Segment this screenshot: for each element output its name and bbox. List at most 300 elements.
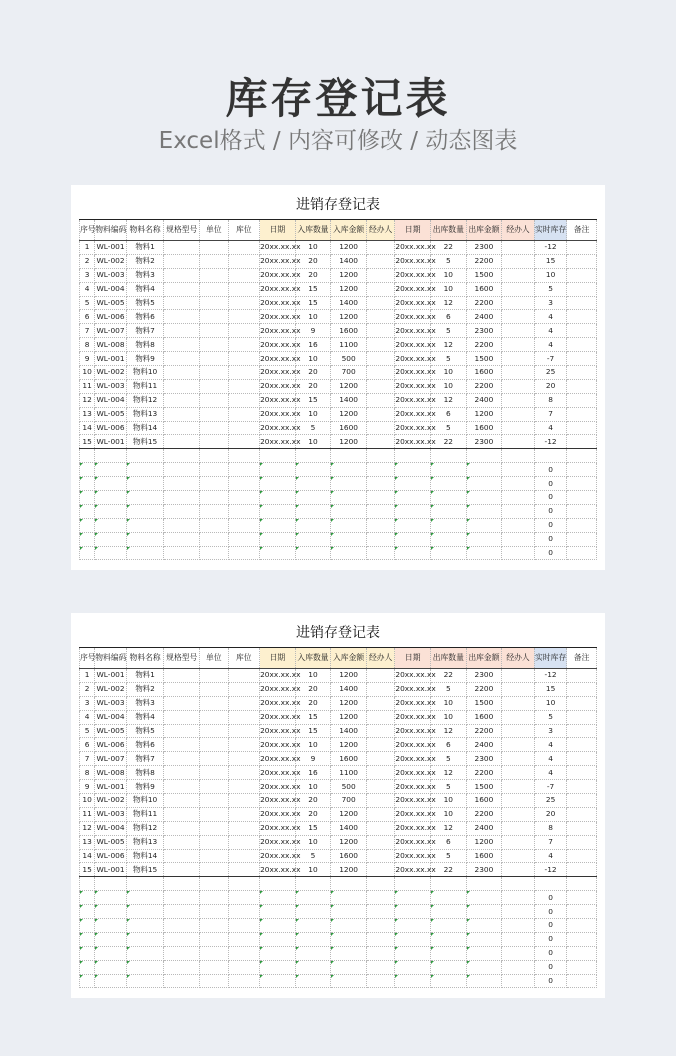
col-in-amount-cell[interactable]: 500	[331, 780, 367, 794]
col-location-cell[interactable]	[228, 518, 260, 532]
col-spec-cell[interactable]	[164, 821, 200, 835]
col-note-cell[interactable]	[567, 766, 597, 780]
col-note-cell[interactable]	[567, 960, 597, 974]
col-in-date-cell[interactable]	[260, 919, 296, 933]
col-in-date-cell[interactable]: 20xx.xx.xx	[260, 324, 296, 338]
col-seq-cell[interactable]	[80, 932, 95, 946]
col-out-handler-cell[interactable]	[502, 849, 535, 863]
col-location-cell[interactable]	[228, 463, 260, 477]
col-in-qty-cell[interactable]	[295, 974, 331, 988]
col-code-cell[interactable]: WL-001	[95, 241, 127, 255]
col-stock-cell[interactable]: 25	[534, 794, 567, 808]
col-spec-cell[interactable]	[164, 932, 200, 946]
col-in-qty-cell[interactable]: 16	[295, 338, 331, 352]
col-out-date-cell[interactable]: 20xx.xx.xx	[395, 766, 431, 780]
col-note-cell[interactable]	[567, 546, 597, 560]
col-stock-cell[interactable]: 5	[534, 710, 567, 724]
col-in-amount-cell[interactable]: 1200	[331, 310, 367, 324]
col-out-qty-cell[interactable]	[431, 477, 467, 491]
col-name-cell[interactable]: 物料5	[126, 296, 164, 310]
col-location-cell[interactable]	[228, 296, 260, 310]
col-in-handler-cell[interactable]	[366, 807, 394, 821]
col-out-date-cell[interactable]: 20xx.xx.xx	[395, 807, 431, 821]
col-in-date-cell[interactable]	[260, 449, 296, 463]
col-code-cell[interactable]: WL-002	[95, 794, 127, 808]
col-in-date-cell[interactable]: 20xx.xx.xx	[260, 435, 296, 449]
col-stock-cell[interactable]: 0	[534, 532, 567, 546]
col-note-cell[interactable]	[567, 407, 597, 421]
col-out-amount-cell[interactable]: 2200	[466, 724, 502, 738]
col-in-handler-cell[interactable]	[366, 407, 394, 421]
col-seq-cell[interactable]: 6	[80, 738, 95, 752]
col-in-amount-cell[interactable]	[331, 477, 367, 491]
col-out-qty-cell[interactable]	[431, 905, 467, 919]
col-out-handler-cell[interactable]	[502, 946, 535, 960]
col-out-date-cell[interactable]: 20xx.xx.xx	[395, 849, 431, 863]
col-out-qty-cell[interactable]: 12	[431, 724, 467, 738]
col-in-qty-cell[interactable]	[295, 877, 331, 891]
col-out-qty-cell[interactable]: 12	[431, 393, 467, 407]
col-out-date-cell[interactable]: 20xx.xx.xx	[395, 268, 431, 282]
col-seq-cell[interactable]	[80, 491, 95, 505]
col-note-cell[interactable]	[567, 324, 597, 338]
col-in-date-cell[interactable]	[260, 463, 296, 477]
col-in-qty-cell[interactable]: 10	[295, 835, 331, 849]
col-in-date-cell[interactable]: 20xx.xx.xx	[260, 821, 296, 835]
col-in-handler-cell[interactable]	[366, 241, 394, 255]
col-location-cell[interactable]	[228, 546, 260, 560]
col-out-qty-cell[interactable]	[431, 891, 467, 905]
col-seq-cell[interactable]: 1	[80, 669, 95, 683]
col-location-cell[interactable]	[228, 268, 260, 282]
col-out-qty-cell[interactable]	[431, 449, 467, 463]
col-in-amount-cell[interactable]: 1200	[331, 435, 367, 449]
col-out-date-cell[interactable]	[395, 463, 431, 477]
col-unit-cell[interactable]	[200, 296, 228, 310]
col-location-cell[interactable]	[228, 241, 260, 255]
col-in-date-cell[interactable]: 20xx.xx.xx	[260, 268, 296, 282]
col-out-amount-cell[interactable]: 1600	[466, 366, 502, 380]
col-out-qty-cell[interactable]: 6	[431, 310, 467, 324]
col-in-qty-cell[interactable]: 15	[295, 393, 331, 407]
col-seq-cell[interactable]: 1	[80, 241, 95, 255]
col-unit-cell[interactable]	[200, 435, 228, 449]
col-out-amount-cell[interactable]: 2400	[466, 310, 502, 324]
col-spec-cell[interactable]	[164, 407, 200, 421]
col-in-qty-cell[interactable]: 20	[295, 254, 331, 268]
col-out-amount-cell[interactable]	[466, 491, 502, 505]
col-location-cell[interactable]	[228, 794, 260, 808]
col-out-qty-cell[interactable]	[431, 491, 467, 505]
col-out-qty-cell[interactable]: 10	[431, 268, 467, 282]
col-seq-cell[interactable]: 8	[80, 766, 95, 780]
col-stock-cell[interactable]: -12	[534, 863, 567, 877]
col-unit-cell[interactable]	[200, 338, 228, 352]
col-location-cell[interactable]	[228, 919, 260, 933]
col-seq-cell[interactable]: 10	[80, 794, 95, 808]
col-in-handler-cell[interactable]	[366, 849, 394, 863]
col-in-handler-cell[interactable]	[366, 905, 394, 919]
col-out-amount-cell[interactable]	[466, 477, 502, 491]
col-location-cell[interactable]	[228, 379, 260, 393]
col-in-qty-cell[interactable]: 9	[295, 324, 331, 338]
col-seq-cell[interactable]	[80, 532, 95, 546]
col-unit-cell[interactable]	[200, 310, 228, 324]
col-out-handler-cell[interactable]	[502, 421, 535, 435]
col-out-date-cell[interactable]: 20xx.xx.xx	[395, 366, 431, 380]
col-seq-cell[interactable]: 13	[80, 407, 95, 421]
col-in-handler-cell[interactable]	[366, 863, 394, 877]
col-code-cell[interactable]: WL-006	[95, 421, 127, 435]
col-name-cell[interactable]: 物料14	[126, 421, 164, 435]
col-location-cell[interactable]	[228, 669, 260, 683]
col-out-amount-cell[interactable]	[466, 877, 502, 891]
col-out-date-cell[interactable]: 20xx.xx.xx	[395, 338, 431, 352]
col-location-cell[interactable]	[228, 766, 260, 780]
col-location-cell[interactable]	[228, 974, 260, 988]
col-location-cell[interactable]	[228, 352, 260, 366]
col-spec-cell[interactable]	[164, 669, 200, 683]
col-code-cell[interactable]: WL-001	[95, 669, 127, 683]
col-in-amount-cell[interactable]: 1100	[331, 338, 367, 352]
col-in-date-cell[interactable]	[260, 932, 296, 946]
col-stock-cell[interactable]: 4	[534, 738, 567, 752]
col-stock-cell[interactable]: 4	[534, 338, 567, 352]
col-out-handler-cell[interactable]	[502, 407, 535, 421]
col-name-cell[interactable]	[126, 532, 164, 546]
col-note-cell[interactable]	[567, 491, 597, 505]
col-spec-cell[interactable]	[164, 477, 200, 491]
col-out-date-cell[interactable]: 20xx.xx.xx	[395, 682, 431, 696]
col-out-handler-cell[interactable]	[502, 891, 535, 905]
col-out-amount-cell[interactable]: 1500	[466, 268, 502, 282]
col-out-handler-cell[interactable]	[502, 863, 535, 877]
col-unit-cell[interactable]	[200, 352, 228, 366]
col-in-amount-cell[interactable]	[331, 946, 367, 960]
col-seq-cell[interactable]: 5	[80, 724, 95, 738]
col-code-cell[interactable]: WL-002	[95, 254, 127, 268]
col-in-qty-cell[interactable]	[295, 504, 331, 518]
col-in-qty-cell[interactable]: 20	[295, 366, 331, 380]
col-in-amount-cell[interactable]	[331, 919, 367, 933]
col-note-cell[interactable]	[567, 724, 597, 738]
col-spec-cell[interactable]	[164, 752, 200, 766]
col-name-cell[interactable]: 物料7	[126, 324, 164, 338]
col-stock-cell[interactable]: 4	[534, 752, 567, 766]
col-out-date-cell[interactable]: 20xx.xx.xx	[395, 435, 431, 449]
col-code-cell[interactable]: WL-008	[95, 766, 127, 780]
col-out-date-cell[interactable]: 20xx.xx.xx	[395, 738, 431, 752]
col-out-handler-cell[interactable]	[502, 877, 535, 891]
col-spec-cell[interactable]	[164, 421, 200, 435]
col-seq-cell[interactable]: 5	[80, 296, 95, 310]
col-unit-cell[interactable]	[200, 449, 228, 463]
col-in-date-cell[interactable]: 20xx.xx.xx	[260, 752, 296, 766]
col-code-cell[interactable]: WL-004	[95, 393, 127, 407]
col-seq-cell[interactable]: 12	[80, 393, 95, 407]
col-stock-cell[interactable]: 0	[534, 477, 567, 491]
col-spec-cell[interactable]	[164, 780, 200, 794]
col-code-cell[interactable]	[95, 919, 127, 933]
col-note-cell[interactable]	[567, 877, 597, 891]
col-in-amount-cell[interactable]: 1600	[331, 849, 367, 863]
col-out-amount-cell[interactable]: 2400	[466, 821, 502, 835]
col-out-qty-cell[interactable]	[431, 974, 467, 988]
col-location-cell[interactable]	[228, 932, 260, 946]
col-in-handler-cell[interactable]	[366, 268, 394, 282]
col-out-qty-cell[interactable]: 5	[431, 324, 467, 338]
col-in-date-cell[interactable]: 20xx.xx.xx	[260, 669, 296, 683]
col-out-date-cell[interactable]: 20xx.xx.xx	[395, 669, 431, 683]
col-in-qty-cell[interactable]	[295, 546, 331, 560]
col-unit-cell[interactable]	[200, 946, 228, 960]
col-name-cell[interactable]: 物料13	[126, 407, 164, 421]
col-unit-cell[interactable]	[200, 241, 228, 255]
col-in-qty-cell[interactable]: 15	[295, 282, 331, 296]
col-spec-cell[interactable]	[164, 960, 200, 974]
col-in-qty-cell[interactable]: 15	[295, 821, 331, 835]
col-code-cell[interactable]: WL-006	[95, 738, 127, 752]
col-in-date-cell[interactable]	[260, 960, 296, 974]
col-code-cell[interactable]: WL-008	[95, 338, 127, 352]
col-in-qty-cell[interactable]: 10	[295, 241, 331, 255]
col-seq-cell[interactable]	[80, 877, 95, 891]
col-spec-cell[interactable]	[164, 532, 200, 546]
col-out-qty-cell[interactable]: 5	[431, 849, 467, 863]
col-note-cell[interactable]	[567, 477, 597, 491]
col-in-amount-cell[interactable]: 1400	[331, 821, 367, 835]
col-spec-cell[interactable]	[164, 366, 200, 380]
col-in-amount-cell[interactable]: 1200	[331, 241, 367, 255]
col-out-handler-cell[interactable]	[502, 821, 535, 835]
col-out-qty-cell[interactable]: 10	[431, 696, 467, 710]
col-location-cell[interactable]	[228, 393, 260, 407]
col-note-cell[interactable]	[567, 504, 597, 518]
col-unit-cell[interactable]	[200, 254, 228, 268]
col-location-cell[interactable]	[228, 946, 260, 960]
col-name-cell[interactable]: 物料6	[126, 310, 164, 324]
col-in-date-cell[interactable]: 20xx.xx.xx	[260, 794, 296, 808]
col-stock-cell[interactable]: 3	[534, 296, 567, 310]
col-in-amount-cell[interactable]: 1400	[331, 296, 367, 310]
col-note-cell[interactable]	[567, 710, 597, 724]
col-in-amount-cell[interactable]	[331, 532, 367, 546]
col-in-qty-cell[interactable]: 16	[295, 766, 331, 780]
col-location-cell[interactable]	[228, 807, 260, 821]
col-location-cell[interactable]	[228, 366, 260, 380]
col-seq-cell[interactable]: 7	[80, 324, 95, 338]
col-spec-cell[interactable]	[164, 449, 200, 463]
col-spec-cell[interactable]	[164, 546, 200, 560]
col-in-amount-cell[interactable]	[331, 546, 367, 560]
col-seq-cell[interactable]	[80, 919, 95, 933]
col-name-cell[interactable]: 物料2	[126, 254, 164, 268]
col-code-cell[interactable]	[95, 891, 127, 905]
col-out-date-cell[interactable]	[395, 905, 431, 919]
col-stock-cell[interactable]: 0	[534, 546, 567, 560]
col-seq-cell[interactable]: 8	[80, 338, 95, 352]
col-note-cell[interactable]	[567, 463, 597, 477]
col-out-date-cell[interactable]: 20xx.xx.xx	[395, 421, 431, 435]
col-in-amount-cell[interactable]	[331, 974, 367, 988]
col-out-qty-cell[interactable]: 10	[431, 794, 467, 808]
col-note-cell[interactable]	[567, 863, 597, 877]
col-location-cell[interactable]	[228, 835, 260, 849]
col-stock-cell[interactable]: 3	[534, 724, 567, 738]
col-in-handler-cell[interactable]	[366, 738, 394, 752]
col-out-qty-cell[interactable]: 12	[431, 338, 467, 352]
col-in-amount-cell[interactable]	[331, 877, 367, 891]
col-out-handler-cell[interactable]	[502, 669, 535, 683]
col-code-cell[interactable]	[95, 960, 127, 974]
col-in-handler-cell[interactable]	[366, 960, 394, 974]
col-code-cell[interactable]: WL-004	[95, 710, 127, 724]
col-out-amount-cell[interactable]	[466, 905, 502, 919]
col-out-amount-cell[interactable]: 2200	[466, 254, 502, 268]
col-out-amount-cell[interactable]: 2200	[466, 296, 502, 310]
col-out-qty-cell[interactable]: 22	[431, 241, 467, 255]
col-in-date-cell[interactable]: 20xx.xx.xx	[260, 421, 296, 435]
col-spec-cell[interactable]	[164, 310, 200, 324]
col-in-amount-cell[interactable]: 1200	[331, 710, 367, 724]
col-in-qty-cell[interactable]: 20	[295, 682, 331, 696]
col-in-qty-cell[interactable]: 15	[295, 296, 331, 310]
col-out-date-cell[interactable]: 20xx.xx.xx	[395, 794, 431, 808]
col-seq-cell[interactable]: 9	[80, 352, 95, 366]
col-in-handler-cell[interactable]	[366, 352, 394, 366]
col-spec-cell[interactable]	[164, 324, 200, 338]
col-out-amount-cell[interactable]	[466, 932, 502, 946]
col-stock-cell[interactable]: 20	[534, 379, 567, 393]
col-in-date-cell[interactable]	[260, 504, 296, 518]
col-out-qty-cell[interactable]: 22	[431, 669, 467, 683]
col-note-cell[interactable]	[567, 435, 597, 449]
col-out-amount-cell[interactable]: 1600	[466, 710, 502, 724]
col-unit-cell[interactable]	[200, 504, 228, 518]
col-in-handler-cell[interactable]	[366, 682, 394, 696]
col-name-cell[interactable]	[126, 974, 164, 988]
col-in-amount-cell[interactable]: 1400	[331, 393, 367, 407]
col-seq-cell[interactable]: 12	[80, 821, 95, 835]
col-note-cell[interactable]	[567, 282, 597, 296]
col-location-cell[interactable]	[228, 710, 260, 724]
col-in-date-cell[interactable]: 20xx.xx.xx	[260, 780, 296, 794]
col-code-cell[interactable]	[95, 905, 127, 919]
col-in-date-cell[interactable]	[260, 518, 296, 532]
col-location-cell[interactable]	[228, 877, 260, 891]
col-out-amount-cell[interactable]: 2300	[466, 752, 502, 766]
col-in-amount-cell[interactable]	[331, 504, 367, 518]
col-in-date-cell[interactable]	[260, 905, 296, 919]
col-out-qty-cell[interactable]	[431, 546, 467, 560]
col-in-amount-cell[interactable]: 1200	[331, 863, 367, 877]
col-in-date-cell[interactable]: 20xx.xx.xx	[260, 310, 296, 324]
col-spec-cell[interactable]	[164, 435, 200, 449]
col-out-qty-cell[interactable]: 5	[431, 254, 467, 268]
col-in-handler-cell[interactable]	[366, 835, 394, 849]
col-location-cell[interactable]	[228, 324, 260, 338]
col-location-cell[interactable]	[228, 310, 260, 324]
col-spec-cell[interactable]	[164, 379, 200, 393]
col-in-amount-cell[interactable]: 1200	[331, 669, 367, 683]
col-in-handler-cell[interactable]	[366, 724, 394, 738]
col-note-cell[interactable]	[567, 268, 597, 282]
col-seq-cell[interactable]: 4	[80, 282, 95, 296]
col-in-date-cell[interactable]: 20xx.xx.xx	[260, 254, 296, 268]
col-out-handler-cell[interactable]	[502, 518, 535, 532]
col-in-amount-cell[interactable]	[331, 891, 367, 905]
col-name-cell[interactable]: 物料3	[126, 696, 164, 710]
col-out-date-cell[interactable]	[395, 946, 431, 960]
col-in-date-cell[interactable]: 20xx.xx.xx	[260, 366, 296, 380]
col-in-qty-cell[interactable]	[295, 518, 331, 532]
col-seq-cell[interactable]: 6	[80, 310, 95, 324]
col-in-amount-cell[interactable]: 1200	[331, 379, 367, 393]
col-code-cell[interactable]	[95, 449, 127, 463]
col-unit-cell[interactable]	[200, 682, 228, 696]
col-note-cell[interactable]	[567, 449, 597, 463]
col-unit-cell[interactable]	[200, 546, 228, 560]
col-out-amount-cell[interactable]	[466, 974, 502, 988]
col-in-handler-cell[interactable]	[366, 696, 394, 710]
col-in-handler-cell[interactable]	[366, 766, 394, 780]
col-name-cell[interactable]	[126, 919, 164, 933]
col-in-handler-cell[interactable]	[366, 296, 394, 310]
col-location-cell[interactable]	[228, 780, 260, 794]
col-name-cell[interactable]: 物料4	[126, 710, 164, 724]
col-in-date-cell[interactable]	[260, 491, 296, 505]
col-unit-cell[interactable]	[200, 835, 228, 849]
col-unit-cell[interactable]	[200, 863, 228, 877]
col-unit-cell[interactable]	[200, 905, 228, 919]
col-in-handler-cell[interactable]	[366, 710, 394, 724]
col-in-qty-cell[interactable]	[295, 932, 331, 946]
col-in-amount-cell[interactable]	[331, 960, 367, 974]
col-in-amount-cell[interactable]: 1600	[331, 421, 367, 435]
col-location-cell[interactable]	[228, 532, 260, 546]
col-out-handler-cell[interactable]	[502, 310, 535, 324]
col-note-cell[interactable]	[567, 241, 597, 255]
col-out-amount-cell[interactable]: 1600	[466, 282, 502, 296]
col-note-cell[interactable]	[567, 932, 597, 946]
col-in-handler-cell[interactable]	[366, 821, 394, 835]
col-out-handler-cell[interactable]	[502, 780, 535, 794]
col-out-handler-cell[interactable]	[502, 724, 535, 738]
col-out-date-cell[interactable]	[395, 504, 431, 518]
col-unit-cell[interactable]	[200, 379, 228, 393]
col-unit-cell[interactable]	[200, 724, 228, 738]
col-in-handler-cell[interactable]	[366, 974, 394, 988]
col-in-handler-cell[interactable]	[366, 780, 394, 794]
col-stock-cell[interactable]: 0	[534, 960, 567, 974]
col-name-cell[interactable]	[126, 477, 164, 491]
col-in-qty-cell[interactable]	[295, 891, 331, 905]
col-code-cell[interactable]	[95, 546, 127, 560]
col-out-date-cell[interactable]	[395, 546, 431, 560]
col-unit-cell[interactable]	[200, 463, 228, 477]
col-in-qty-cell[interactable]: 15	[295, 710, 331, 724]
col-note-cell[interactable]	[567, 919, 597, 933]
col-unit-cell[interactable]	[200, 780, 228, 794]
col-in-amount-cell[interactable]	[331, 463, 367, 477]
col-code-cell[interactable]: WL-007	[95, 752, 127, 766]
col-spec-cell[interactable]	[164, 766, 200, 780]
col-in-handler-cell[interactable]	[366, 435, 394, 449]
col-in-handler-cell[interactable]	[366, 877, 394, 891]
col-stock-cell[interactable]: 0	[534, 518, 567, 532]
col-seq-cell[interactable]	[80, 891, 95, 905]
col-spec-cell[interactable]	[164, 738, 200, 752]
